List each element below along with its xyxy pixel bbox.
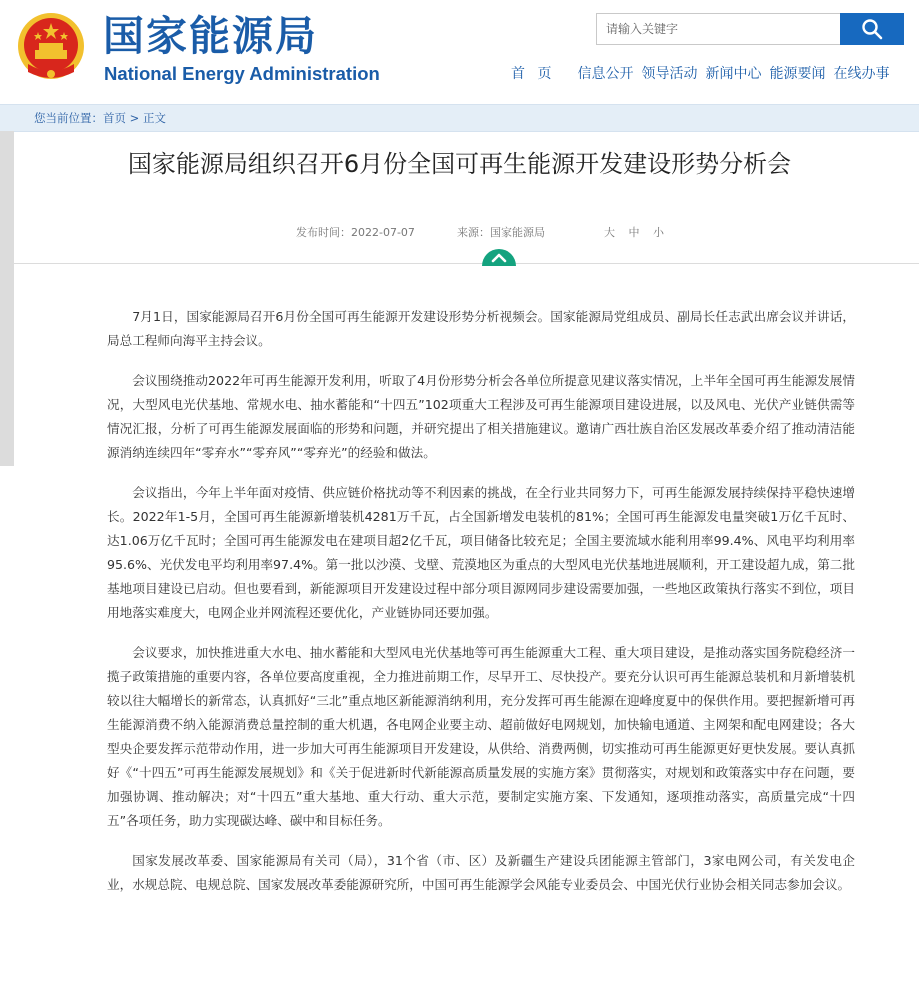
breadcrumb-separator: >	[126, 111, 143, 125]
site-title-cn: 国家能源局	[103, 12, 318, 60]
article-paragraph: 会议围绕推动2022年可再生能源开发利用，听取了4月份形势分析会各单位所提意见建议落实情况，上半年全国可再生能源发展情况，大型风电光伏基地、常规水电、抽水蓄能和“十四五”102项重大工程涉及可再生能源项目建设进展，以及风电、光伏产业链供需等情况汇报，分析了可再生能源发展面临的形势和问题，并研究提出了相关措施建议。邀请广西壮族自治区发展改革委介绍了推动清洁能源消纳连续四年“零弃水”“零弃风”“零弃光”的经验和做法。	[107, 373, 855, 460]
header-divider	[0, 263, 919, 264]
publish-time: 发布时间：2022-07-07	[296, 226, 415, 239]
article-paragraph: 7月1日，国家能源局召开6月份全国可再生能源开发建设形势分析视频会。国家能源局党组成员、副局长任志武出席会议并讲话，局总工程师向海平主持会议。	[107, 309, 855, 348]
national-emblem-icon	[16, 12, 86, 86]
nav-home[interactable]: 首 页	[511, 66, 556, 82]
font-size-large[interactable]: 大	[604, 226, 617, 239]
site-header	[0, 0, 919, 103]
article-title: 国家能源局组织召开6月份全国可再生能源开发建设形势分析会	[127, 150, 792, 178]
breadcrumb-current: 正文	[142, 111, 166, 125]
chevron-up-icon[interactable]	[482, 246, 516, 266]
nav-info-disclosure[interactable]: 信息公开	[577, 66, 634, 82]
font-size-switcher	[604, 224, 672, 240]
article-paragraph: 会议要求，加快推进重大水电、抽水蓄能和大型风电光伏基地等可再生能源重大工程、重大项目建设，是推动落实国务院稳经济一揽子政策措施的重要内容，各单位要高度重视，全力推进前期工作，尽早开工、尽快投产。要充分认识可再生能源总装机和月新增装机较以往大幅增长的新常态，认真抓好“三北”重点地区新能源消纳利用，充分发挥可再生能源在迎峰度夏中的保供作用。要把握新增可再生能源消费不纳入能源消费总量控制的重大机遇，各电网企业要主动、超前做好电网规划，加快输电通道、主网架和配电网建设；各大型央企要发挥示范带动作用，进一步加大可再生能源项目开发建设，从供给、消费两侧，切实推动可再生能源更好更快发展。要认真抓好《“十四五”可再生能源发展规划》和《关于促进新时代新能源高质量发展的实施方案》贯彻落实，对规划和政策落实中存在问题，要加强协调、推动解决；对“十四五”重大基地、重大行动、重大示范，要制定实施方案、下发通知，逐项推动落实，高质量完成“十四五”各项任务，助力实现碳达峰、碳中和目标任务。	[107, 645, 855, 828]
article-paragraph: 国家发展改革委、国家能源局有关司（局），31个省（市、区）及新疆生产建设兵团能源主管部门，3家电网公司，有关发电企业，水规总院、电规总院、国家发展改革委能源研究所，中国可再生能源学会风能专业委员会、中国光伏行业协会相关同志参加会议。	[107, 853, 855, 892]
article-paragraph: 会议指出，今年上半年面对疫情、供应链价格扰动等不利因素的挑战，在全行业共同努力下，可再生能源发展持续保持平稳快速增长。2022年1-5月，全国可再生能源新增装机4281万千瓦，占全国新增发电装机的81%；全国可再生能源发电量突破1万亿千瓦时、达1.06万亿千瓦时；全国可再生能源发电在建项目超2亿千瓦，项目储备比较充足；全国主要流域水能利用率99.4%、风电平均利用率95.6%、光伏发电平均利用率97.4%。第一批以沙漠、戈壁、荒漠地区为重点的大型风电光伏基地进展顺利，开工建设超九成，第二批基地项目建设已启动。但也要看到，新能源项目开发建设过程中部分项目源网同步建设需要加强，一些地区政策执行落实不到位，项目用地落实难度大，电网企业并网流程还要优化，产业链协同还要加强。	[107, 485, 855, 620]
article-meta	[0, 224, 919, 240]
font-size-medium[interactable]: 中	[628, 226, 642, 239]
breadcrumb-home-link[interactable]: 首页	[103, 111, 126, 125]
font-size-small[interactable]: 小	[653, 226, 666, 239]
search-icon	[861, 18, 883, 40]
search-button[interactable]	[840, 13, 904, 45]
site-title-en: National Energy Administration	[104, 63, 380, 84]
nav-energy-news[interactable]: 能源要闻	[769, 66, 826, 82]
breadcrumb	[34, 110, 166, 126]
search-box	[596, 13, 904, 45]
main-nav	[505, 62, 889, 86]
nav-leader-activities[interactable]: 领导活动	[641, 66, 698, 82]
breadcrumb-label: 您当前位置：	[34, 111, 103, 125]
nav-online-services[interactable]: 在线办事	[833, 66, 890, 82]
breadcrumb-bar	[0, 104, 919, 132]
nav-news-center[interactable]: 新闻中心	[705, 66, 762, 82]
article-source: 来源：国家能源局	[457, 226, 545, 239]
search-input[interactable]	[596, 13, 840, 45]
article-body	[107, 305, 855, 913]
